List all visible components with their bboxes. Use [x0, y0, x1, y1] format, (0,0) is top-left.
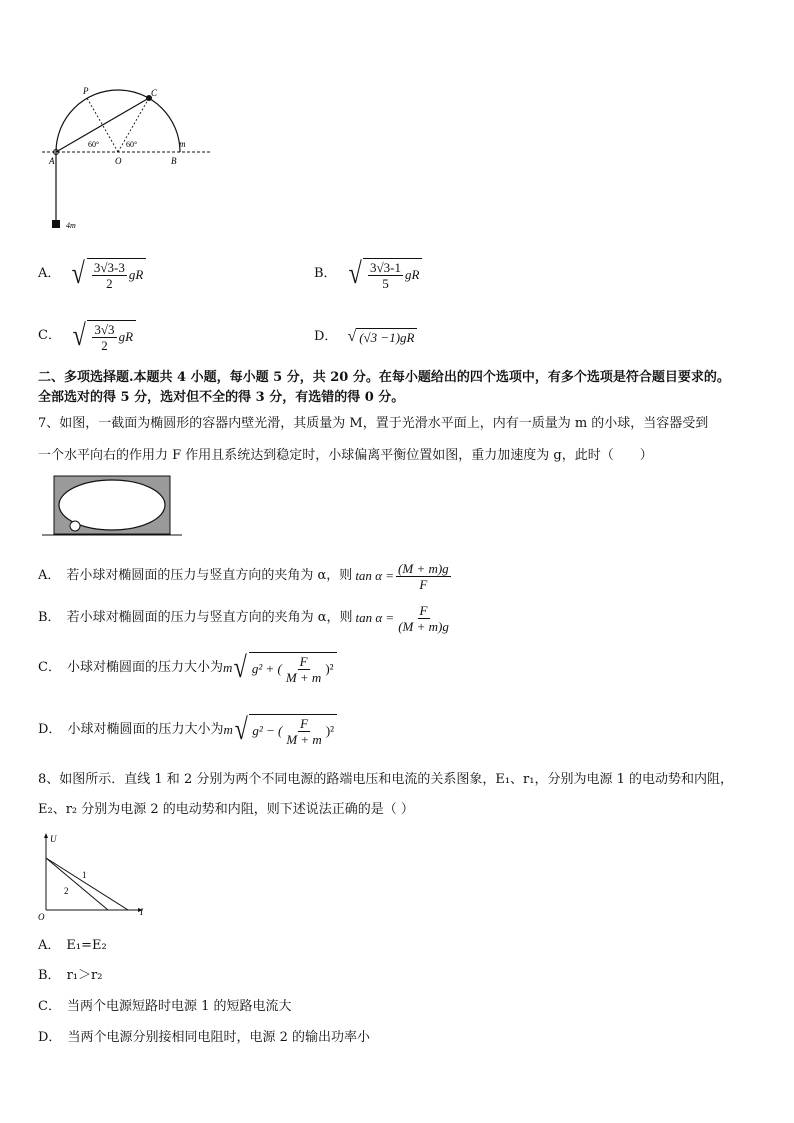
axis-label-i: I: [140, 907, 143, 917]
q7c-prefix: m: [222, 660, 233, 675]
label-mass: 4m: [66, 221, 76, 230]
q7c-close: )²: [325, 661, 334, 676]
origin-label: O: [38, 912, 45, 922]
axis-label-u: U: [50, 834, 57, 844]
q6-option-b[interactable]: B． √ $\frac{3√3-1}{5}$ gR: [314, 254, 422, 294]
q8-stem-line2: E₂、r₂ 分别为电源 2 的电动势和内阻，则下述说法正确的是（ ）: [38, 802, 414, 817]
q7a-den: F: [419, 576, 428, 592]
q8b-text: r₁＞r₂: [66, 968, 103, 983]
option-letter: A．: [38, 568, 61, 583]
q6b-den: 5: [382, 275, 389, 291]
q6c-den: 2: [101, 337, 108, 353]
q8a-text: E₁=E₂: [66, 938, 107, 953]
label-angle-left: 60°: [88, 140, 100, 149]
label-C: C: [151, 88, 158, 98]
q8-option-d[interactable]: [38, 1030, 370, 1046]
option-letter: B．: [314, 266, 337, 281]
q7-stem-line1: 7、如图，一截面为椭圆形的容器内壁光滑，其质量为 M，置于光滑水平面上，内有一质量为 m 的小球，当容器受到: [38, 416, 709, 431]
q6b-tail: gR: [405, 267, 420, 282]
q6-option-c[interactable]: C． √ $\frac{3√3}{2}$ gR: [38, 316, 136, 356]
line-label-1: 1: [82, 870, 87, 880]
q8-option-b[interactable]: [38, 968, 102, 984]
q7-stem-line2: 一个水平向右的作用力 F 作用且系统达到稳定时，小球偏离平衡位置如图，重力加速度为 g，此时（ ）: [38, 448, 653, 463]
q8c-text: 当两个电源短路时电源 1 的短路电流大: [66, 999, 292, 1014]
q6a-den: 2: [106, 275, 113, 291]
label-O: O: [115, 156, 122, 166]
q7-option-a[interactable]: [38, 556, 453, 596]
figure-semicircle: [38, 84, 218, 234]
q7b-lhs: tan α =: [355, 610, 395, 625]
option-letter: B．: [38, 968, 61, 983]
line-label-2: 2: [64, 886, 69, 896]
q6d-expr: (√3 −1)gR: [356, 328, 417, 346]
q7b-num: F: [419, 602, 428, 618]
q7a-lhs: tan α =: [355, 568, 395, 583]
option-letter: D．: [38, 722, 62, 737]
option-letter: C．: [38, 660, 61, 675]
q7-option-d[interactable]: D． 小球对椭圆面的压力大小为 m √ g² − ( $\frac{F}{M + m}$ )²: [38, 708, 337, 752]
option-letter: B．: [38, 610, 61, 625]
option-letter: C．: [38, 999, 61, 1014]
q7-option-c[interactable]: C． 小球对椭圆面的压力大小为 m √ g² + ( $\frac{F}{M + m}$ )²: [38, 646, 337, 690]
q6c-num: 3√3: [94, 321, 115, 337]
figure-ellipse-container: [42, 474, 182, 542]
q8-option-a[interactable]: [38, 938, 107, 954]
q7d-g2: g² − (: [252, 723, 283, 738]
label-m: m: [179, 139, 186, 149]
section2-line2: 全部选对的得 5 分，选对但不全的得 3 分，有选错的得 0 分。: [38, 390, 405, 405]
q7d-text: 小球对椭圆面的压力大小为: [67, 722, 224, 737]
q6a-num: 3√3-3: [93, 259, 125, 275]
option-letter: A．: [38, 938, 61, 953]
label-angle-right: 60°: [126, 140, 138, 149]
q8d-text: 当两个电源分别接相同电阻时，电源 2 的输出功率小: [67, 1030, 370, 1045]
q7b-den: (M + m)g: [398, 618, 449, 634]
q7-option-b[interactable]: [38, 598, 453, 638]
q6c-tail: gR: [118, 329, 134, 344]
q6-option-a[interactable]: A． √ $\frac{3√3-3}{2}$ gR: [38, 254, 146, 294]
q8-stem-line1: 8、如图所示．直线 1 和 2 分别为两个不同电源的路端电压和电流的关系图象，E₁、r₁，分别为电源 1 的电动势和内阻，: [38, 772, 734, 787]
section2-line1: 二、多项选择题.本题共 4 小题，每小题 5 分，共 20 分。在每小题给出的四个选项中，有多个选项是符合题目要求的。: [38, 370, 730, 385]
q7c-den: M + m: [285, 669, 322, 685]
q7d-num: F: [300, 715, 309, 731]
q7d-den: M + m: [286, 731, 322, 747]
q8-option-c[interactable]: [38, 999, 292, 1015]
label-B: B: [171, 156, 177, 166]
q7c-num: F: [299, 653, 308, 669]
q7c-g2: g² + (: [251, 661, 282, 676]
q7a-text: 若小球对椭圆面的压力与竖直方向的夹角为 α，则: [66, 568, 353, 583]
q6a-tail: gR: [128, 267, 144, 282]
label-A: A: [49, 156, 55, 166]
q6-option-d[interactable]: D． √ (√3 −1)gR: [314, 326, 417, 348]
q7d-close: )²: [325, 723, 335, 738]
option-letter: D．: [38, 1030, 62, 1045]
label-P: P: [83, 86, 89, 96]
q7d-prefix: m: [223, 722, 233, 737]
q7c-text: 小球对椭圆面的压力大小为: [66, 660, 223, 675]
option-letter: A．: [38, 266, 61, 281]
q7b-text: 若小球对椭圆面的压力与竖直方向的夹角为 α，则: [66, 610, 353, 625]
q6b-num: 3√3-1: [370, 259, 401, 275]
option-letter: C．: [38, 328, 61, 343]
q7a-num: (M + m)g: [398, 560, 449, 576]
figure-u-i-graph: [36, 832, 148, 924]
option-letter: D．: [314, 329, 338, 344]
